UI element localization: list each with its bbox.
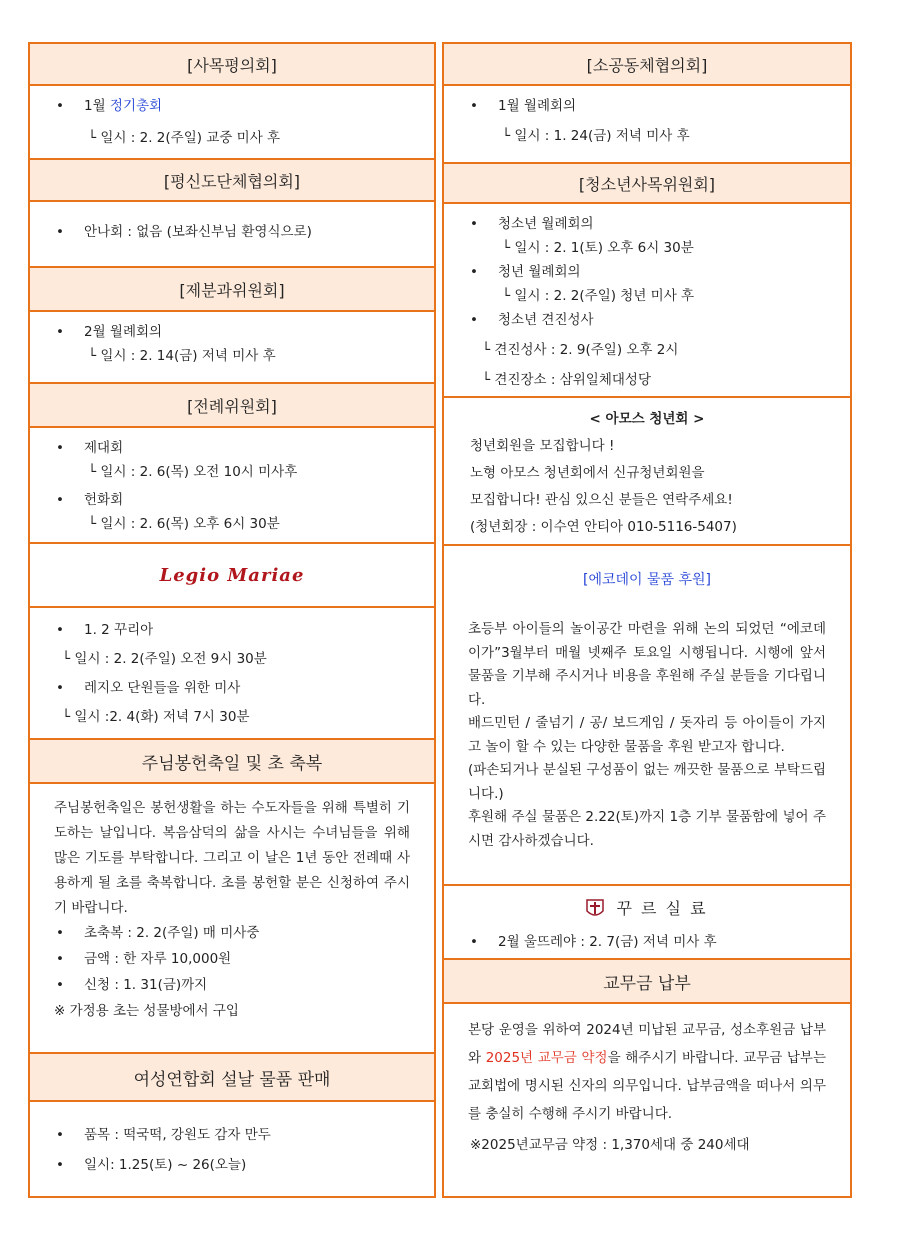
paragraph: 초등부 아이들의 놀이공간 마련을 위해 논의 되었던 “에코데이가”3월부터 매월 넷째주 토요일 시행됩니다. 시행에 앞서 물품을 기부해 주시거나 비용을 후원해 주실 분들을 기다립니다. [468,621,826,708]
list-item: • 1. 2 꾸리아 [30,616,434,645]
highlight-text: 정기총회 [109,98,163,114]
section-header-parish-dues: 교무금 납부 [444,960,850,1004]
sub-item: └ 견진성사 : 2. 9(주일) 오후 2시 [482,342,679,358]
section-header-legio-mariae [30,544,434,608]
sub-item: └ 일시 : 2. 6(목) 오전 10시 미사후 [88,464,298,480]
list-item: • 청소년 월례회의 [444,212,850,236]
section-title-cursillo: 꾸 르 실 료 [444,894,850,924]
section-body-womens-sale [30,1102,434,1180]
list-item: • 2월 울뜨레야 : 2. 7(금) 저녁 미사 후 [444,930,850,954]
paragraph: 본당 운영을 위하여 2024년 미납된 교무금, 성소후원금 납부와 2025년 교무금 약정을 해주시기 바랍니다. 교무금 납부는 교회법에 명시된 신자의 의무입니다. 납부금액을 떠나서 의무를 충실히 수행해 주시기 바랍니다. [468,1022,826,1122]
section-body-presentation-feast [30,784,434,1054]
section-body-amos-youth [444,398,850,546]
sub-item: └ 일시 : 1. 24(금) 저녁 미사 후 [502,128,690,144]
section-header-committee: [제분과위원회] [30,268,434,312]
section-header-presentation-feast: 주님봉헌축일 및 초 축복 [30,740,434,784]
section-body-parish-dues [444,1004,850,1160]
text-line: 청년회원을 모집합니다 ! [470,438,615,454]
list-item: • 금액 : 한 자루 10,000원 [30,947,434,971]
section-header-pastoral-council: [사목평의회] [30,44,434,86]
sub-item: └ 일시 : 2. 6(목) 오후 6시 30분 [88,516,280,532]
sub-item: └ 일시 : 2. 2(주일) 교중 미사 후 [88,130,281,146]
list-item: • 헌화회 [30,488,434,512]
section-body-small-community [444,86,850,164]
section-title-amos-youth: < 아모스 청년회 > [589,411,705,427]
list-item: • 일시: 1.25(토) ~ 26(오늘) [30,1150,434,1180]
right-column [442,42,852,1198]
list-item: • 신청 : 1. 31(금)까지 [30,973,434,997]
section-body-committee [30,312,434,384]
list-item: • 청년 월례회의 [444,260,850,284]
list-item: • 안나회 : 없음 (보좌신부님 환영식으로) [30,220,434,244]
section-body-youth [444,204,850,398]
section-header-womens-sale: 여성연합회 설날 물품 판매 [30,1054,434,1102]
left-column [28,42,436,1198]
list-item: • 2월 월례회의 [30,320,434,344]
section-body-cursillo [444,886,850,960]
section-title-ecoday: [에코데이 물품 후원] [582,572,712,588]
section-body-pastoral-council [30,86,434,160]
list-item: • 초축복 : 2. 2(주일) 매 미사중 [30,921,434,945]
list-item: • 레지오 단원들을 위한 미사 [30,674,434,703]
paragraph: (파손되거나 분실된 구성품이 없는 깨끗한 물품으로 부탁드립니다.) [468,762,826,802]
paragraph: 배드민턴 / 줄넘기 / 공/ 보드게임 / 돗자리 등 아이들이 가지고 놀이 할 수 있는 다양한 물품을 후원 받고자 합니다. [468,715,826,755]
list-item: • 품목 : 떡국떡, 강원도 감자 만두 [30,1120,434,1150]
section-body-legio [30,608,434,740]
note: ※ 가정용 초는 성물방에서 구입 [54,1003,239,1019]
sub-item: └ 일시 : 2. 14(금) 저녁 미사 후 [88,348,276,364]
section-header-laity-council: [평신도단체협의회] [30,160,434,202]
sub-item: └ 일시 :2. 4(화) 저녁 7시 30분 [62,709,250,725]
section-body-ecoday [444,546,850,886]
legio-mariae-logo: Legio Mariae [159,564,305,586]
list-item: • 제대회 [30,436,434,460]
highlight-text: 2025년 교무금 약정 [485,1050,608,1066]
note: ※2025년교무금 약정 : 1,370세대 중 240세대 [470,1137,750,1153]
section-body-laity-council [30,202,434,268]
section-header-youth: [청소년사목위원회] [444,164,850,204]
list-item: • 1월 월례회의 [444,94,850,118]
paragraph: 주님봉헌축일은 봉헌생활을 하는 수도자들을 위해 특별히 기도하는 날입니다. 복음삼덕의 삶을 사시는 수녀님들을 위해 많은 기도를 부탁합니다. 그리고 이 날은 1년 동안 전례때 사용하게 될 초를 축복합니다. 초를 봉헌할 분은 신청하여 주시기 바랍니다. [54,800,410,916]
text-line: (청년회장 : 이수연 안티아 010-5116-5407) [470,519,737,535]
text-line: 모집합니다! 관심 있으신 분들은 연락주세요! [470,492,733,508]
cursillo-emblem-icon [586,899,604,919]
text-line: 노형 아모스 청년회에서 신규청년회원을 [470,465,705,481]
section-header-small-community: [소공동체협의회] [444,44,850,86]
section-header-liturgy: [전례위원회] [30,384,434,428]
sub-item: └ 견진장소 : 삼위일체대성당 [482,372,652,388]
sub-item: └ 일시 : 2. 2(주일) 청년 미사 후 [502,288,695,304]
sub-item: └ 일시 : 2. 1(토) 오후 6시 30분 [502,240,694,256]
section-body-liturgy [30,428,434,544]
list-item: • 1월 정기총회 [30,94,434,118]
paragraph: 후원해 주실 물품은 2.22(토)까지 1층 기부 물품함에 넣어 주시면 감사하겠습니다. [468,809,826,849]
list-item: • 청소년 견진성사 [444,308,850,332]
sub-item: └ 일시 : 2. 2(주일) 오전 9시 30분 [62,651,267,667]
